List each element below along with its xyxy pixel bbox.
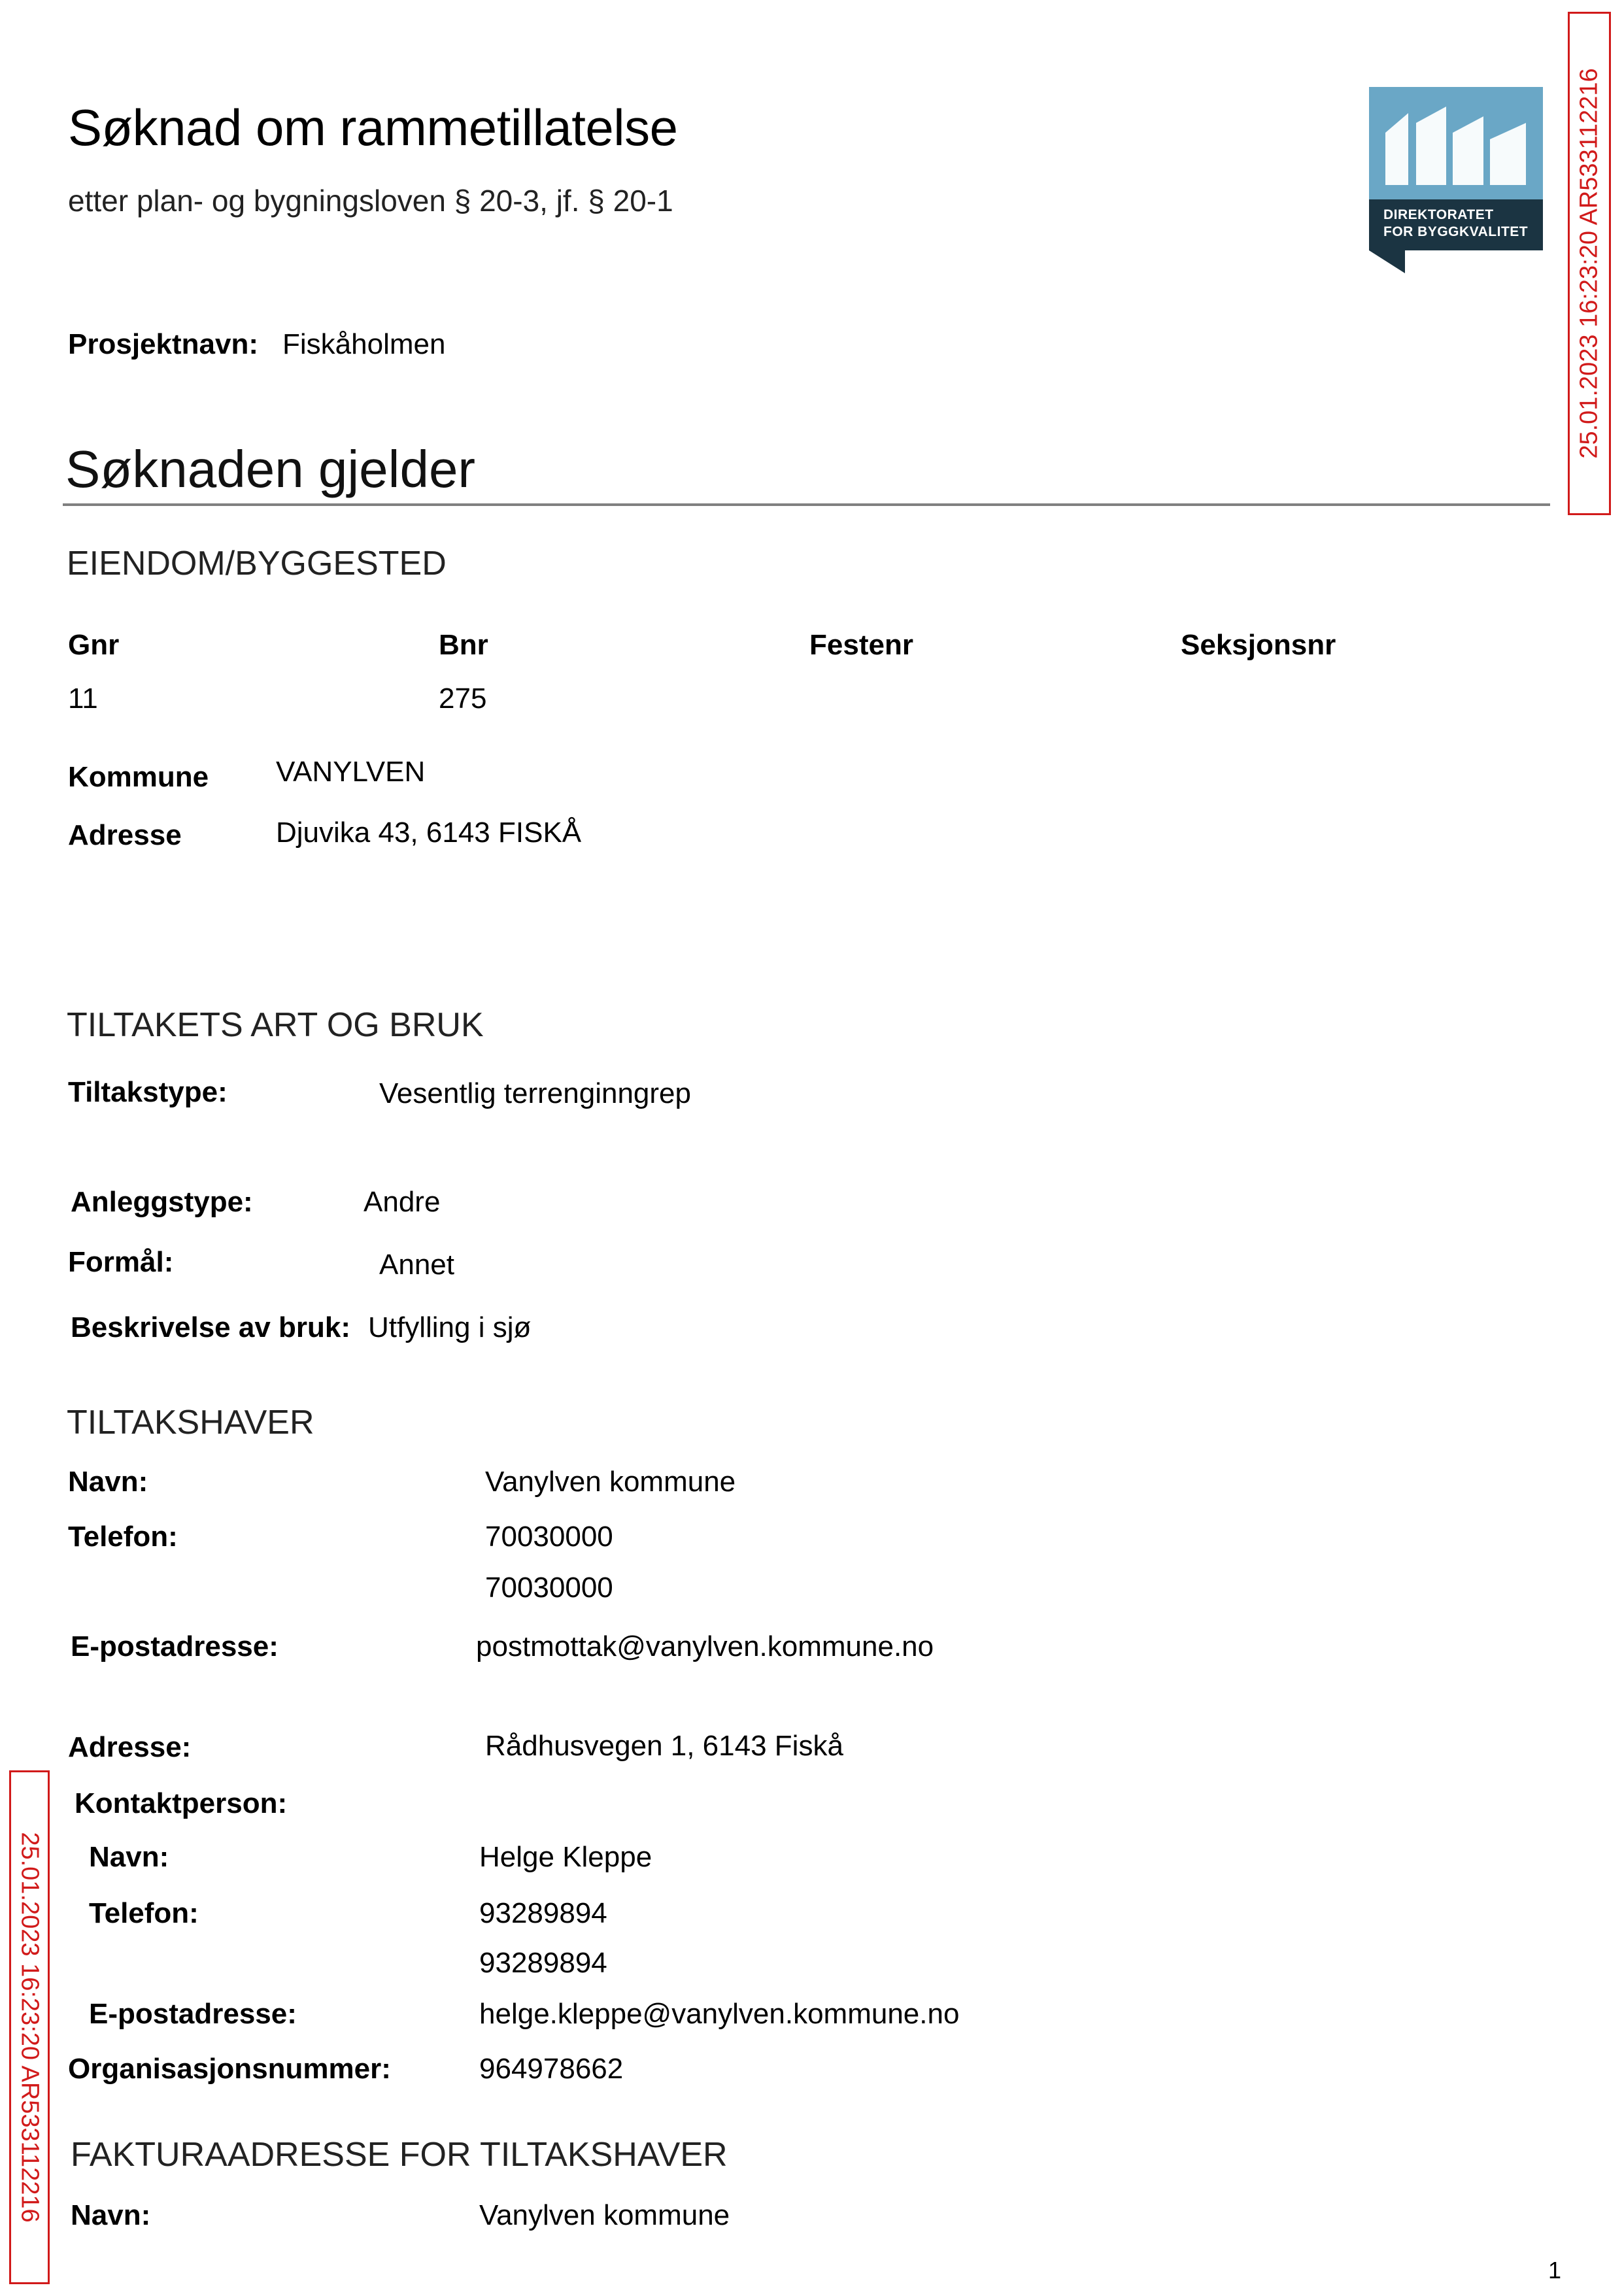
municipality-label: Kommune bbox=[68, 761, 209, 793]
project-name-label: Prosjektnavn: bbox=[68, 328, 258, 360]
contact-name-value: Helge Kleppe bbox=[479, 1841, 652, 1873]
owner-phone-value-2: 70030000 bbox=[485, 1572, 613, 1604]
received-stamp-top bbox=[1568, 12, 1611, 515]
contact-phone-value-2: 93289894 bbox=[479, 1947, 607, 1979]
contact-name-label: Navn: bbox=[89, 1841, 169, 1873]
column-seksjonsnr: Seksjonsnr bbox=[1181, 629, 1336, 661]
owner-email-label: E-postadresse: bbox=[71, 1630, 279, 1662]
stamp-text: 25.01.2023 16:23:20 AR533112216 bbox=[1575, 68, 1603, 459]
municipality-value: VANYLVEN bbox=[276, 756, 426, 788]
logo-text-line1: DIREKTORATET bbox=[1383, 207, 1494, 222]
owner-name-value: Vanylven kommune bbox=[485, 1466, 736, 1498]
owner-email-value: postmottak@vanylven.kommune.no bbox=[476, 1630, 934, 1662]
section-divider bbox=[63, 503, 1550, 506]
owner-phone-value-1: 70030000 bbox=[485, 1521, 613, 1553]
contact-email-value: helge.kleppe@vanylven.kommune.no bbox=[479, 1998, 960, 2030]
invoice-name-label: Navn: bbox=[71, 2199, 151, 2231]
document-subtitle: etter plan- og bygningsloven § 20-3, jf. § 20-1 bbox=[68, 184, 673, 218]
facility-type-value: Andre bbox=[364, 1186, 441, 1218]
project-name-value: Fiskåholmen bbox=[282, 328, 446, 360]
contact-person-label: Kontaktperson: bbox=[75, 1787, 288, 1819]
owner-address-label: Adresse: bbox=[68, 1731, 192, 1763]
owner-address-value: Rådhusvegen 1, 6143 Fiskå bbox=[485, 1730, 843, 1762]
invoice-heading: FAKTURAADRESSE FOR TILTAKSHAVER bbox=[71, 2136, 728, 2174]
received-stamp-left bbox=[9, 1770, 50, 2284]
dibk-logo bbox=[1369, 87, 1543, 277]
stamp-text: 25.01.2023 16:23:20 AR533112216 bbox=[16, 1832, 44, 2223]
column-gnr: Gnr bbox=[68, 629, 120, 661]
property-heading: EIENDOM/BYGGESTED bbox=[67, 545, 447, 582]
contact-phone-label: Telefon: bbox=[89, 1897, 199, 1929]
column-bnr: Bnr bbox=[439, 629, 488, 661]
purpose-label: Formål: bbox=[68, 1246, 174, 1278]
value-bnr: 275 bbox=[439, 683, 487, 715]
measure-type-label: Tiltakstype: bbox=[68, 1076, 228, 1108]
contact-email-label: E-postadresse: bbox=[89, 1998, 297, 2030]
contact-phone-value-1: 93289894 bbox=[479, 1897, 607, 1929]
invoice-name-value: Vanylven kommune bbox=[479, 2199, 730, 2231]
owner-phone-label: Telefon: bbox=[68, 1521, 178, 1553]
page-number: 1 bbox=[1548, 2257, 1562, 2284]
measure-type-value: Vesentlig terrenginngrep bbox=[379, 1077, 691, 1109]
address-label: Adresse bbox=[68, 819, 182, 851]
usage-description-value: Utfylling i sjø bbox=[368, 1311, 532, 1343]
section-applies-heading: Søknaden gjelder bbox=[65, 440, 476, 498]
value-gnr: 11 bbox=[68, 683, 98, 715]
org-number-value: 964978662 bbox=[479, 2053, 624, 2085]
usage-description-label: Beskrivelse av bruk: bbox=[71, 1311, 351, 1343]
org-number-label: Organisasjonsnummer: bbox=[68, 2053, 391, 2085]
owner-name-label: Navn: bbox=[68, 1466, 148, 1498]
address-value: Djuvika 43, 6143 FISKÅ bbox=[276, 817, 582, 849]
purpose-value: Annet bbox=[379, 1249, 454, 1281]
measure-heading: TILTAKETS ART OG BRUK bbox=[67, 1006, 484, 1044]
document-title: Søknad om rammetillatelse bbox=[68, 99, 678, 156]
owner-heading: TILTAKSHAVER bbox=[67, 1404, 314, 1442]
column-festenr: Festenr bbox=[809, 629, 913, 661]
facility-type-label: Anleggstype: bbox=[71, 1186, 253, 1218]
logo-text-line2: FOR BYGGKVALITET bbox=[1383, 224, 1529, 239]
